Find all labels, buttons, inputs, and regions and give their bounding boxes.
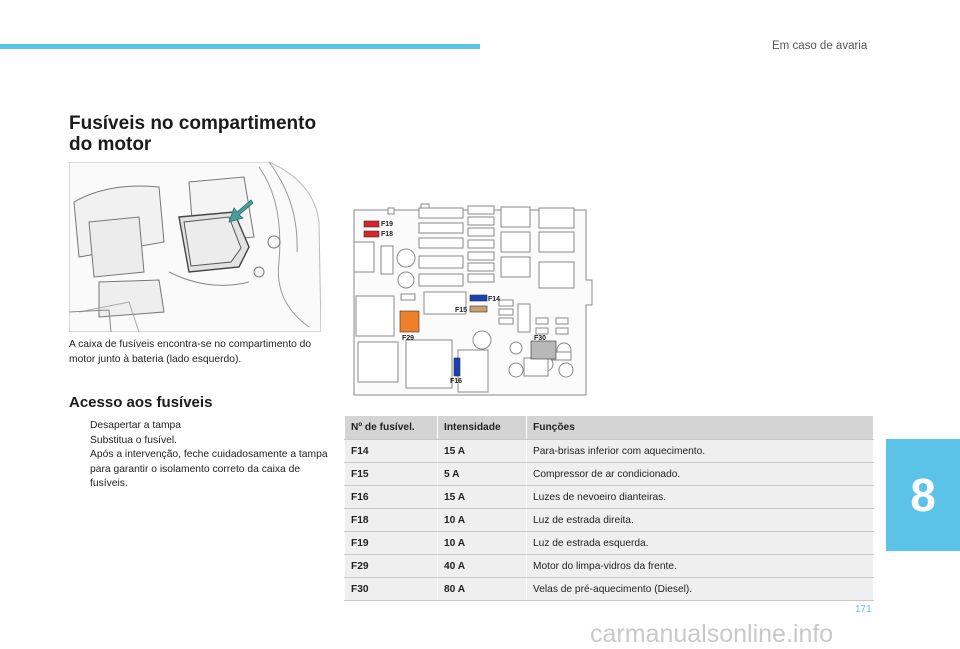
- section-header: Em caso de avaria: [772, 40, 868, 52]
- fuse-table: [344, 415, 874, 601]
- step-text: Após a intervenção, feche cuidadosamente a tampa para garantir o isolamento correto da caixa de fusíveis.: [90, 449, 328, 489]
- chapter-tab: [886, 439, 960, 551]
- fuse-f16-marker: [454, 358, 460, 376]
- fuse-number: F16: [345, 486, 438, 509]
- fuse-f14-marker: [470, 295, 487, 301]
- engine-compartment-illustration: [69, 162, 321, 332]
- page-number: 171: [855, 604, 872, 615]
- fuse-f18-marker: [364, 231, 379, 237]
- table-header-row: [345, 416, 874, 440]
- table-row: [345, 509, 874, 532]
- label-f18: F18: [381, 231, 394, 238]
- label-f29: F29: [402, 335, 415, 342]
- fuse-intensity: 40 A: [438, 555, 527, 578]
- table-row: [345, 463, 874, 486]
- label-f14: F14: [488, 296, 501, 303]
- fuse-function: Motor do limpa-vidros da frente.: [527, 555, 874, 578]
- header-intensity: Intensidade: [438, 416, 527, 440]
- header-functions: Funções: [527, 416, 874, 440]
- fuse-box-diagram: [346, 190, 596, 400]
- label-f30: F30: [534, 335, 547, 342]
- header-accent-bar: [0, 44, 480, 49]
- intro-text: A caixa de fusíveis encontra-se no compartimento do motor junto à bateria (lado esquerdo).: [69, 339, 312, 365]
- step-item: [69, 419, 331, 434]
- fuse-number: F15: [345, 463, 438, 486]
- table-row: [345, 555, 874, 578]
- header-fuse-number: Nº de fusível.: [345, 416, 438, 440]
- watermark: carmanualsonline.info: [590, 620, 834, 648]
- page-title: [69, 113, 316, 155]
- step-text: Substitua o fusível.: [90, 434, 178, 446]
- table-row: [345, 532, 874, 555]
- table-row: [345, 578, 874, 601]
- fuse-intensity: 15 A: [438, 440, 527, 463]
- fuse-f19-marker: [364, 221, 379, 227]
- chapter-number: 8: [910, 469, 936, 521]
- fuse-intensity: 15 A: [438, 486, 527, 509]
- fuse-intensity: 5 A: [438, 463, 527, 486]
- fuse-number: F19: [345, 532, 438, 555]
- fuse-function: Para-brisas inferior com aquecimento.: [527, 440, 874, 463]
- fuse-f15-marker: [470, 306, 487, 312]
- fuse-f30-marker: [531, 341, 556, 359]
- fuse-function: Compressor de ar condicionado.: [527, 463, 874, 486]
- label-f16: F16: [450, 378, 463, 385]
- fuse-intensity: 10 A: [438, 532, 527, 555]
- step-item: [69, 434, 331, 449]
- fuse-function: Velas de pré-aquecimento (Diesel).: [527, 578, 874, 601]
- table-row: [345, 486, 874, 509]
- table-row: [345, 440, 874, 463]
- access-steps: [69, 419, 331, 492]
- page-title-text: Fusíveis no compartimento do motor: [69, 113, 317, 155]
- fuse-function: Luzes de nevoeiro dianteiras.: [527, 486, 874, 509]
- label-f19: F19: [381, 221, 394, 228]
- fuse-number: F30: [345, 578, 438, 601]
- label-f15: F15: [455, 307, 468, 314]
- access-title: Acesso aos fusíveis: [69, 394, 213, 411]
- fuse-function: Luz de estrada esquerda.: [527, 532, 874, 555]
- step-text: Desapertar a tampa: [90, 420, 182, 431]
- fuse-number: F29: [345, 555, 438, 578]
- fuse-number: F14: [345, 440, 438, 463]
- step-item: [69, 448, 331, 492]
- fuse-number: F18: [345, 509, 438, 532]
- fuse-function: Luz de estrada direita.: [527, 509, 874, 532]
- fuse-intensity: 80 A: [438, 578, 527, 601]
- fuse-intensity: 10 A: [438, 509, 527, 532]
- fuse-f29-marker: [400, 311, 419, 332]
